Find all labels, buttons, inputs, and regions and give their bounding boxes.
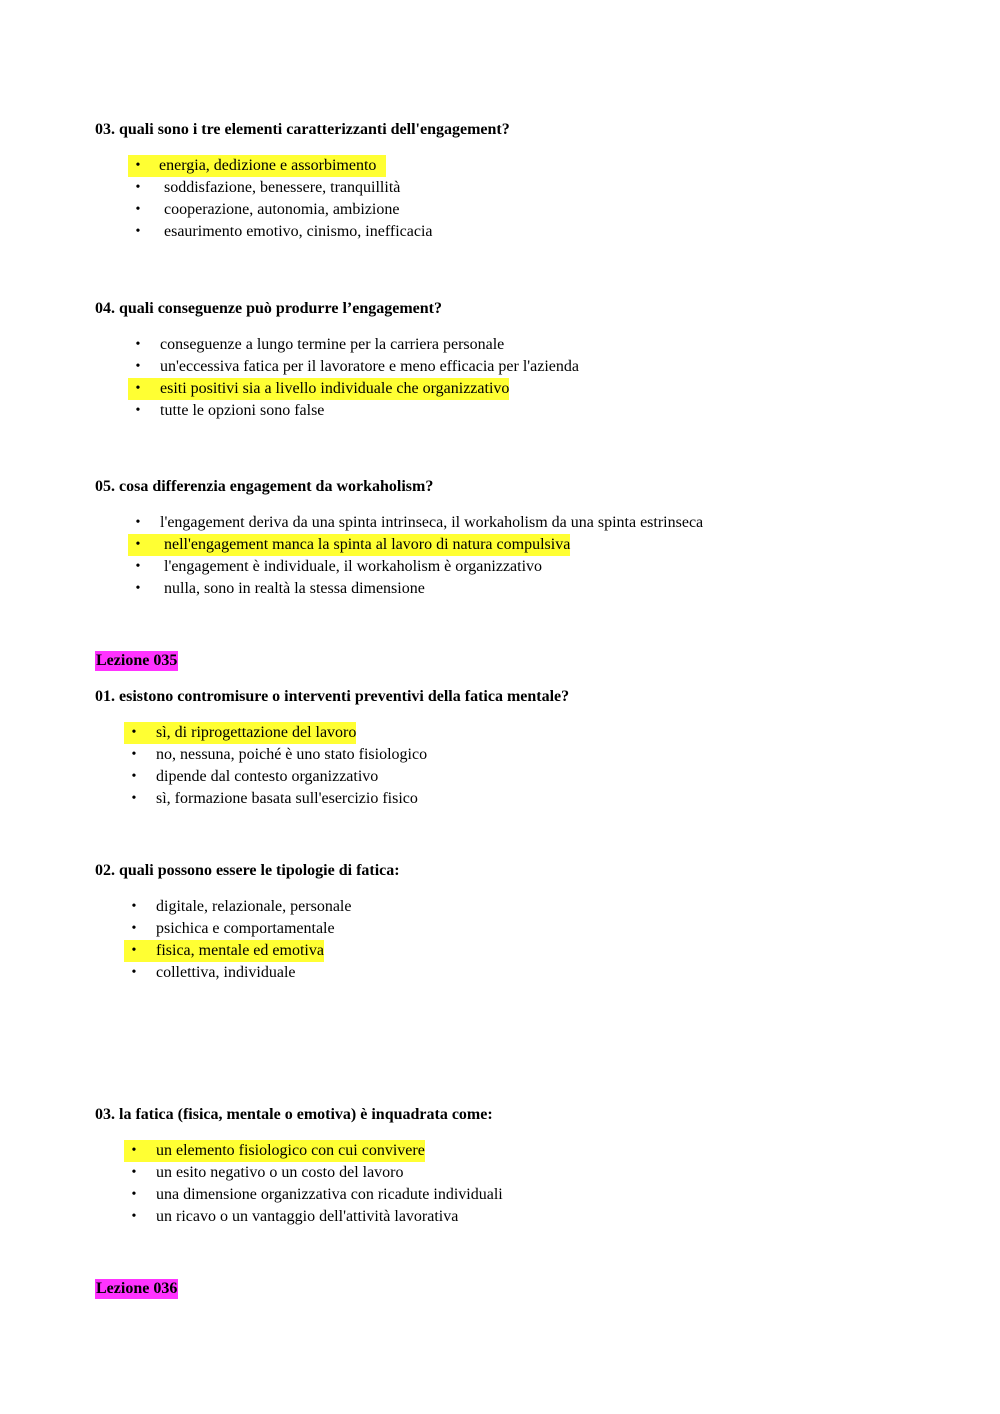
option-item (124, 962, 960, 984)
bullet-icon: • (131, 899, 137, 914)
bullet-icon: • (131, 725, 137, 740)
option-text: un esito negativo o un costo del lavoro (156, 1164, 404, 1181)
question-title: 02. quali possono essere le tipologie di fatica: (95, 862, 400, 879)
question-block (95, 687, 960, 810)
bullet-icon: • (131, 1209, 137, 1224)
option-list (128, 155, 960, 243)
bullet-icon: • (131, 791, 137, 806)
bullet-icon: • (131, 921, 137, 936)
question-block (95, 299, 960, 422)
option-item (124, 1140, 960, 1162)
option-text: sì, di riprogettazione del lavoro (156, 724, 357, 741)
option-text: un ricavo o un vantaggio dell'attività lavorativa (156, 1208, 459, 1225)
option-item (128, 199, 960, 221)
option-list (124, 1140, 960, 1228)
option-text: l'engagement deriva da una spinta intrinseca, il workaholism da una spinta estrinseca (160, 514, 704, 531)
option-item (124, 766, 960, 788)
option-text: no, nessuna, poiché è uno stato fisiologico (156, 746, 428, 763)
bullet-icon: • (135, 158, 141, 173)
bullet-icon: • (135, 403, 141, 418)
option-text: energia, dedizione e assorbimento (159, 157, 377, 174)
option-list (128, 512, 960, 600)
bullet-icon: • (131, 1143, 137, 1158)
option-item (124, 788, 960, 810)
bullet-icon: • (131, 965, 137, 980)
option-item (124, 940, 960, 962)
option-text: collettiva, individuale (156, 964, 296, 981)
question-title: 03. la fatica (fisica, mentale o emotiva) è inquadrata come: (95, 1106, 493, 1123)
option-text: esiti positivi sia a livello individuale che organizzativo (160, 380, 510, 397)
bullet-icon: • (135, 224, 141, 239)
option-item (124, 1162, 960, 1184)
question-block (95, 477, 960, 600)
option-text: cooperazione, autonomia, ambizione (164, 201, 400, 218)
option-text: nulla, sono in realtà la stessa dimensione (164, 580, 425, 597)
option-text: digitale, relazionale, personale (156, 898, 352, 915)
bullet-icon: • (135, 515, 141, 530)
option-item (124, 918, 960, 940)
option-text: psichica e comportamentale (156, 920, 335, 937)
option-item (128, 556, 960, 578)
option-text: un elemento fisiologico con cui convivere (156, 1142, 425, 1159)
question-block (95, 1105, 960, 1228)
lesson-heading: Lezione 036 (96, 1280, 178, 1297)
bullet-icon: • (131, 747, 137, 762)
bullet-icon: • (135, 581, 141, 596)
option-text: sì, formazione basata sull'esercizio fisico (156, 790, 418, 807)
option-text: una dimensione organizzativa con ricadute individuali (156, 1186, 503, 1203)
bullet-icon: • (135, 359, 141, 374)
option-item (128, 155, 960, 177)
bullet-icon: • (131, 1165, 137, 1180)
option-item (128, 578, 960, 600)
option-item (128, 334, 960, 356)
bullet-icon: • (135, 537, 141, 552)
option-list (124, 722, 960, 810)
lesson-heading: Lezione 035 (96, 652, 178, 669)
bullet-icon: • (135, 337, 141, 352)
question-block (95, 120, 960, 243)
option-item (128, 512, 960, 534)
option-item (124, 1184, 960, 1206)
option-item (128, 356, 960, 378)
option-text: l'engagement è individuale, il workaholism è organizzativo (164, 558, 543, 575)
option-list (124, 896, 960, 984)
bullet-icon: • (135, 381, 141, 396)
bullet-icon: • (131, 769, 137, 784)
option-item (124, 744, 960, 766)
question-block (95, 861, 960, 984)
question-title: 04. quali conseguenze può produrre l’engagement? (95, 300, 442, 317)
question-title: 05. cosa differenzia engagement da workaholism? (95, 478, 434, 495)
option-text: soddisfazione, benessere, tranquillità (164, 179, 401, 196)
option-item (124, 1206, 960, 1228)
option-list (128, 334, 960, 422)
option-text: tutte le opzioni sono false (160, 402, 325, 419)
option-item (128, 221, 960, 243)
bullet-icon: • (135, 202, 141, 217)
option-text: esaurimento emotivo, cinismo, inefficacia (164, 223, 433, 240)
bullet-icon: • (135, 180, 141, 195)
option-item (128, 378, 960, 400)
option-item (128, 400, 960, 422)
option-item (128, 534, 960, 556)
question-title: 01. esistono contromisure o interventi preventivi della fatica mentale? (95, 688, 570, 705)
bullet-icon: • (131, 943, 137, 958)
option-item (128, 177, 960, 199)
question-title: 03. quali sono i tre elementi caratterizzanti dell'engagement? (95, 121, 510, 138)
option-text: dipende dal contesto organizzativo (156, 768, 379, 785)
bullet-icon: • (135, 559, 141, 574)
option-item (124, 896, 960, 918)
option-text: nell'engagement manca la spinta al lavoro di natura compulsiva (164, 536, 571, 553)
option-text: fisica, mentale ed emotiva (156, 942, 324, 959)
option-text: conseguenze a lungo termine per la carriera personale (160, 336, 505, 353)
bullet-icon: • (131, 1187, 137, 1202)
option-item (124, 722, 960, 744)
option-text: un'eccessiva fatica per il lavoratore e meno efficacia per l'azienda (160, 358, 580, 375)
